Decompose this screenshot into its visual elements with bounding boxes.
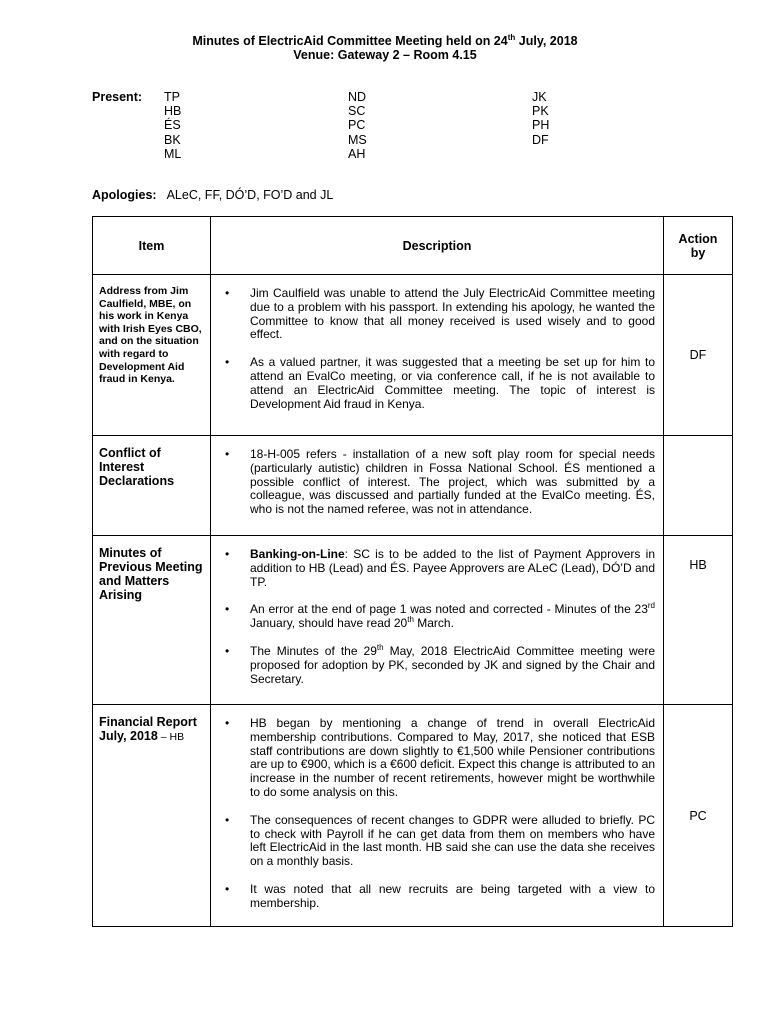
attendee: MS	[348, 132, 367, 147]
header-action: Action by	[664, 217, 733, 275]
bullet-icon: •	[225, 812, 230, 827]
bullet-point: • An error at the end of page 1 was noted and corrected - Minutes of the 23rd January, should have read 20th March.	[221, 603, 655, 631]
attendee: DF	[532, 132, 549, 147]
description-cell	[211, 436, 664, 536]
present-column-1	[164, 90, 181, 161]
attendee: ND	[348, 90, 367, 104]
bullet-icon: •	[225, 447, 230, 461]
bullet-icon: •	[225, 286, 230, 300]
bullet-icon: •	[225, 643, 230, 658]
attendee: TP	[164, 90, 180, 104]
description-cell	[211, 705, 664, 927]
bullet-point: • The Minutes of the 29th May, 2018 ElectricAid Committee meeting were proposed for adoption by PK, seconded by JK and signed by the Chair and Secretary.	[221, 645, 655, 686]
apologies-text: ALeC, FF, DÓ’D, FO’D and JL	[166, 188, 334, 202]
attendee: BK	[164, 132, 181, 147]
bullet-icon: •	[225, 716, 230, 730]
table-row	[93, 275, 733, 436]
header-description: Description	[211, 217, 664, 275]
attendee: AH	[348, 146, 366, 161]
attendee: JK	[532, 90, 547, 104]
action-cell: PC	[664, 705, 733, 927]
bullet-icon: •	[225, 602, 230, 617]
table-row	[93, 705, 733, 927]
header-item: Item	[93, 217, 211, 275]
venue-line: Venue: Gateway 2 – Room 4.15	[293, 48, 477, 62]
meeting-title: Minutes of ElectricAid Committee Meeting held on 24th July, 2018	[192, 32, 578, 48]
attendee: PH	[532, 118, 550, 133]
table-row	[93, 536, 733, 705]
table-row	[93, 436, 733, 536]
present-column-2	[348, 90, 367, 161]
bullet-icon: •	[225, 547, 230, 561]
attendee: ÉS	[164, 118, 181, 133]
item-cell: Conflict of Interest Declarations	[93, 436, 211, 536]
action-cell: HB	[664, 536, 733, 705]
attendee: PK	[532, 104, 549, 119]
action-cell	[664, 436, 733, 536]
table-header-row	[93, 217, 733, 275]
item-cell: Address from Jim Caulfield, MBE, on his work in Kenya with Irish Eyes CBO, and on the situation with regard to Development Aid fraud in Kenya.	[93, 275, 211, 436]
item-cell: Financial Report July, 2018 – HB	[93, 705, 211, 927]
bullet-icon: •	[225, 355, 230, 370]
attendee: ML	[164, 146, 182, 161]
action-cell: DF	[664, 275, 733, 436]
attendee: PC	[348, 118, 366, 133]
bullet-point: • Jim Caulfield was unable to attend the July ElectricAid Committee meeting due to a problem with his passport. In extending his apology, he wanted the Committee to know that all money received is used wisely and to good effect.	[221, 287, 655, 342]
item-cell: Minutes of Previous Meeting and Matters Arising	[93, 536, 211, 705]
attendee: HB	[164, 104, 182, 119]
apologies-line	[92, 188, 333, 202]
bullet-point: • It was noted that all new recruits are being targeted with a view to membership.	[221, 883, 655, 911]
bullet-point: • The consequences of recent changes to GDPR were alluded to briefly. PC to check with Payroll if he can get data from them on members who have left ElectricAid in the last month. HB said she can use the data she receives on a monthly basis.	[221, 814, 655, 869]
bullet-point: • Banking-on-Line: SC is to be added to the list of Payment Approvers in addition to HB (Lead) and ÉS. Payee Approvers are ALeC (Lead), DÓ’D and TP.	[221, 548, 655, 589]
bullet-point: • 18-H-005 refers - installation of a new soft play room for special needs (particularly autistic) children in Fossa National School. ÉS mentioned a possible conflict of interest. The project, which was submitted by a colleague, was discussed and partially funded at the EvalCo meeting. ÉS, who is not the named referee, was not in attendance.	[221, 448, 655, 517]
description-cell	[211, 275, 664, 436]
apologies-label: Apologies:	[92, 188, 157, 202]
minutes-table	[92, 216, 733, 927]
bullet-icon: •	[225, 881, 230, 896]
attendee: SC	[348, 104, 366, 119]
present-column-3	[532, 90, 549, 147]
present-label: Present:	[92, 90, 143, 104]
bullet-point: • As a valued partner, it was suggested that a meeting be set up for him to attend an EvalCo meeting, or via conference call, if he is not available to attend an ElectricAid Committee meeting. The topic of interest is Development Aid fraud in Kenya.	[221, 356, 655, 411]
bullet-point: • HB began by mentioning a change of trend in overall ElectricAid membership contributions. Compared to May, 2017, she noticed that ESB staff contributions are down slightly to €1,500 while Pensioner contributions are up to €900, which is a €600 deficit. Expect this change is attributed to an increase in the number of recent retirements, however might be worthwhile to do some analysis on this.	[221, 717, 655, 800]
description-cell	[211, 536, 664, 705]
